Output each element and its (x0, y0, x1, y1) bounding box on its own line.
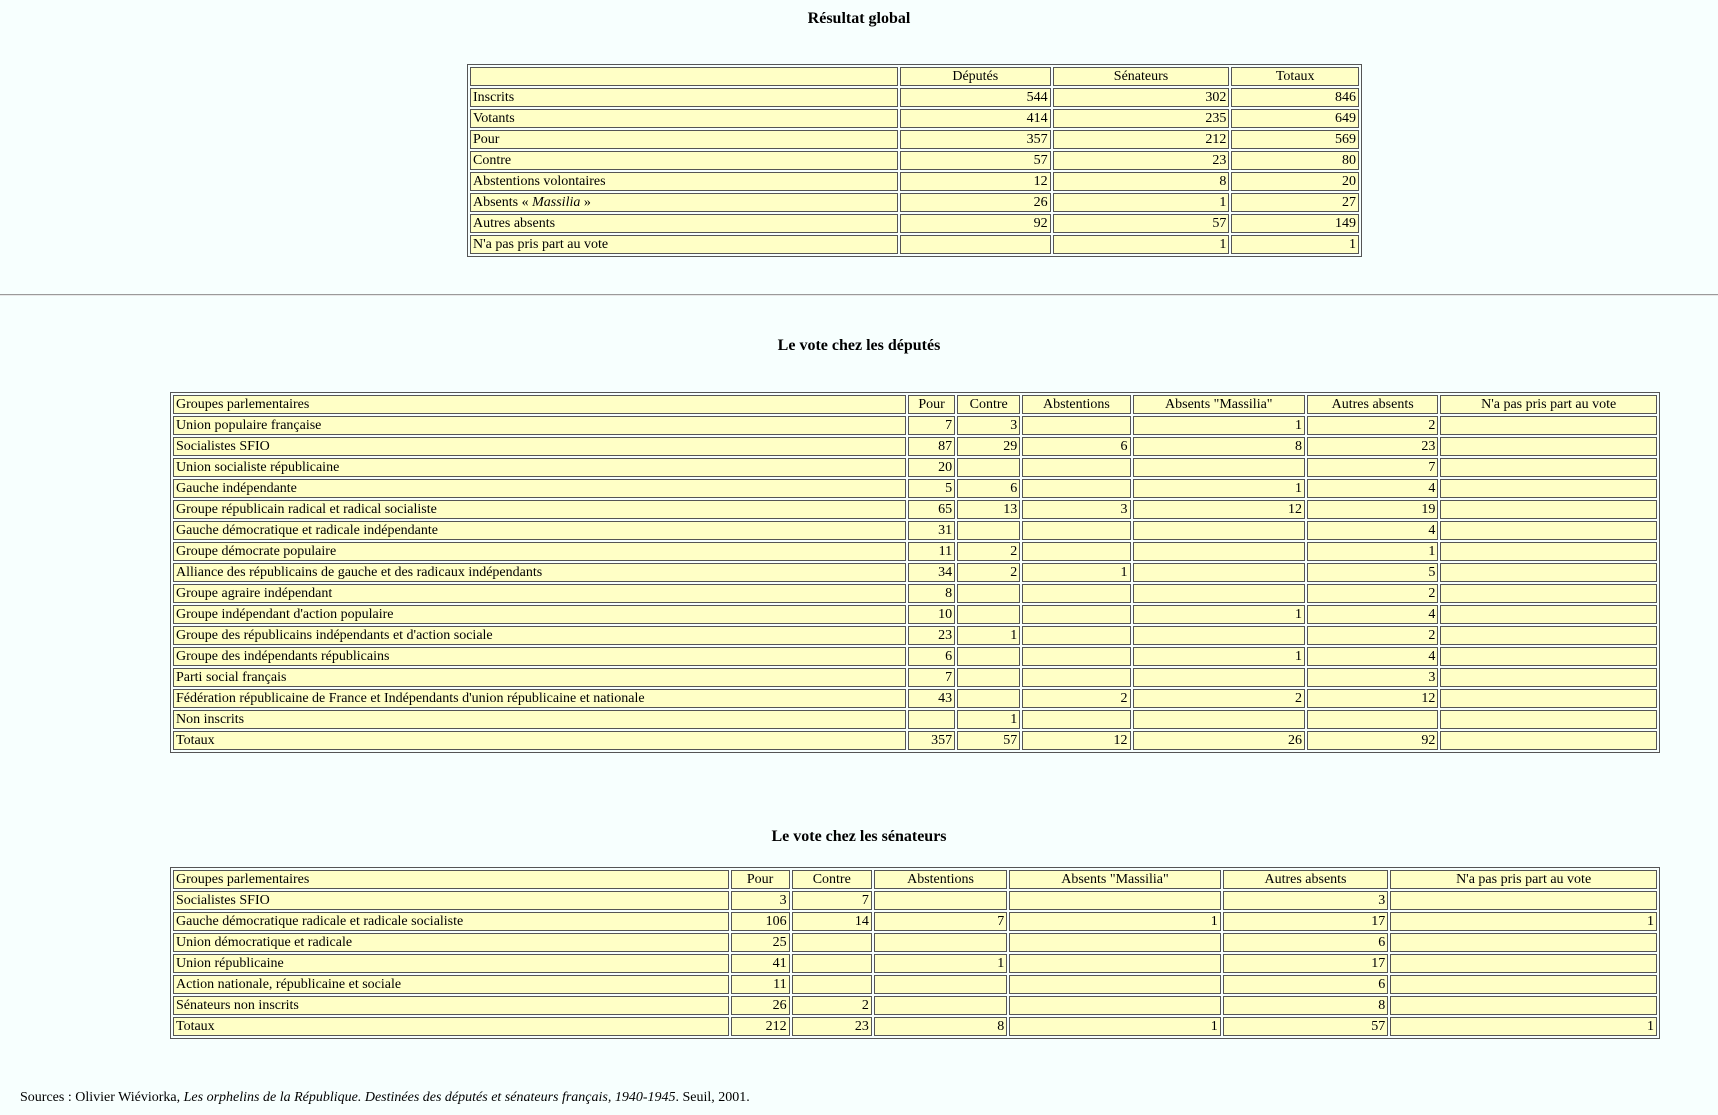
sources-suffix: . Seuil, 2001. (675, 1090, 750, 1105)
row-label: Gauche démocratique et radicale indépendante (173, 521, 906, 540)
row-label-part: Absents « (473, 195, 533, 210)
row-label: Inscrits (470, 88, 898, 107)
table-row (173, 416, 1657, 435)
table-cell: 2 (1022, 689, 1130, 708)
table-cell: 11 (731, 975, 790, 994)
table-row (470, 130, 1359, 149)
table-cell: 10 (908, 605, 955, 624)
table-cell (1022, 626, 1130, 645)
table-cell (1133, 563, 1305, 582)
row-label: Non inscrits (173, 710, 906, 729)
row-label: Union socialiste républicaine (173, 458, 906, 477)
row-label: Groupe indépendant d'action populaire (173, 605, 906, 624)
table-cell: 6 (1223, 975, 1388, 994)
table-cell: 357 (908, 731, 955, 750)
table-cell: 1 (874, 954, 1007, 973)
row-label: Union républicaine (173, 954, 729, 973)
row-label: Sénateurs non inscrits (173, 996, 729, 1015)
table-cell (957, 668, 1020, 687)
table-cell (957, 647, 1020, 666)
table-cell (792, 975, 872, 994)
table-cell: 12 (1022, 731, 1130, 750)
table-cell: 31 (908, 521, 955, 540)
table-cell: 11 (908, 542, 955, 561)
row-label: Contre (470, 151, 898, 170)
column-header: Absents "Massilia" (1009, 870, 1221, 889)
table-row (173, 458, 1657, 477)
row-label: Pour (470, 130, 898, 149)
table-cell (957, 689, 1020, 708)
table-cell (1009, 996, 1221, 1015)
table-cell: 7 (792, 891, 872, 910)
table-cell: 4 (1307, 605, 1438, 624)
table-cell: 34 (908, 563, 955, 582)
table-cell: 43 (908, 689, 955, 708)
row-label: Abstentions volontaires (470, 172, 898, 191)
table-cell (1440, 479, 1657, 498)
global-title: Résultat global (807, 10, 911, 27)
table-cell: 4 (1307, 647, 1438, 666)
table-cell (1022, 542, 1130, 561)
header-row (173, 870, 1657, 889)
table-cell: 5 (1307, 563, 1438, 582)
row-label: Groupe des indépendants républicains (173, 647, 906, 666)
table-cell: 1 (1133, 479, 1305, 498)
table-cell (1440, 605, 1657, 624)
table-cell: 23 (1053, 151, 1230, 170)
column-header: Abstentions (874, 870, 1007, 889)
table-cell: 87 (908, 437, 955, 456)
table-cell: 1 (1133, 416, 1305, 435)
table-cell (1390, 954, 1657, 973)
sources-book-title: Les orphelins de la République. Destinées des députés et sénateurs français, 1940-1945 (183, 1090, 676, 1105)
table-cell: 80 (1231, 151, 1359, 170)
table-cell (1307, 710, 1438, 729)
row-label: Socialistes SFIO (173, 891, 729, 910)
table-cell (1133, 626, 1305, 645)
table-cell: 6 (957, 479, 1020, 498)
table-cell: 3 (1022, 500, 1130, 519)
table-cell: 649 (1231, 109, 1359, 128)
header-row (173, 395, 1657, 414)
table-cell: 1 (1133, 605, 1305, 624)
table-row (173, 996, 1657, 1015)
table-cell (1440, 521, 1657, 540)
row-label-part: » (580, 195, 591, 210)
table-cell: 357 (900, 130, 1051, 149)
table-cell: 544 (900, 88, 1051, 107)
row-label: Votants (470, 109, 898, 128)
table-cell: 23 (908, 626, 955, 645)
column-header: Abstentions (1022, 395, 1130, 414)
table-cell: 26 (1133, 731, 1305, 750)
table-cell (1009, 891, 1221, 910)
row-label: Action nationale, républicaine et sociale (173, 975, 729, 994)
table-cell: 26 (900, 193, 1051, 212)
table-cell: 106 (731, 912, 790, 931)
row-label: Alliance des républicains de gauche et des radicaux indépendants (173, 563, 906, 582)
table-cell: 8 (1053, 172, 1230, 191)
table-cell: 7 (908, 416, 955, 435)
table-row (173, 437, 1657, 456)
table-cell: 1 (1231, 235, 1359, 254)
row-label: Groupe démocrate populaire (173, 542, 906, 561)
table-cell: 235 (1053, 109, 1230, 128)
table-row (173, 542, 1657, 561)
table-cell (1133, 458, 1305, 477)
table-cell: 6 (908, 647, 955, 666)
row-label: Union démocratique et radicale (173, 933, 729, 952)
table-cell: 302 (1053, 88, 1230, 107)
table-cell (874, 933, 1007, 952)
table-cell: 1 (1053, 235, 1230, 254)
table-cell: 7 (874, 912, 1007, 931)
column-header: N'a pas pris part au vote (1390, 870, 1657, 889)
table-row (173, 500, 1657, 519)
table-cell (1440, 689, 1657, 708)
senateurs-table (170, 867, 1660, 1039)
table-cell: 25 (731, 933, 790, 952)
row-label: Groupe agraire indépendant (173, 584, 906, 603)
table-cell (1009, 954, 1221, 973)
table-cell (900, 235, 1051, 254)
table-cell (1390, 975, 1657, 994)
table-cell (957, 521, 1020, 540)
column-header: Totaux (1231, 67, 1359, 86)
row-label: Fédération républicaine de France et Indépendants d'union républicaine et nationale (173, 689, 906, 708)
table-cell (957, 584, 1020, 603)
table-row (173, 584, 1657, 603)
row-label: Gauche indépendante (173, 479, 906, 498)
table-cell: 41 (731, 954, 790, 973)
table-cell (874, 996, 1007, 1015)
sources-note (20, 1090, 750, 1106)
global-table (467, 64, 1362, 257)
column-header: Autres absents (1223, 870, 1388, 889)
table-cell: 1 (1053, 193, 1230, 212)
table-cell: 3 (731, 891, 790, 910)
column-header: Groupes parlementaires (173, 395, 906, 414)
table-cell: 13 (957, 500, 1020, 519)
table-cell: 2 (1307, 416, 1438, 435)
table-cell: 26 (731, 996, 790, 1015)
column-header: Députés (900, 67, 1051, 86)
header-row (470, 67, 1359, 86)
row-label (470, 193, 898, 212)
table-cell (874, 975, 1007, 994)
sources-prefix: Sources : Olivier Wiéviorka, (20, 1090, 184, 1105)
table-cell (792, 954, 872, 973)
table-cell: 17 (1223, 912, 1388, 931)
table-cell: 7 (908, 668, 955, 687)
table-cell (1440, 542, 1657, 561)
table-row (470, 151, 1359, 170)
table-cell: 212 (1053, 130, 1230, 149)
row-label: Totaux (173, 731, 906, 750)
column-header: Contre (957, 395, 1020, 414)
column-header: Sénateurs (1053, 67, 1230, 86)
table-cell (1022, 668, 1130, 687)
table-cell: 7 (1307, 458, 1438, 477)
table-cell (1440, 626, 1657, 645)
table-cell (1440, 731, 1657, 750)
table-cell: 4 (1307, 479, 1438, 498)
table-row (470, 214, 1359, 233)
table-cell: 1 (1307, 542, 1438, 561)
table-cell (957, 458, 1020, 477)
table-row (173, 710, 1657, 729)
table-row (173, 605, 1657, 624)
table-cell: 1 (1009, 912, 1221, 931)
table-cell: 8 (874, 1017, 1007, 1036)
table-cell (1009, 975, 1221, 994)
table-row (470, 88, 1359, 107)
table-row (173, 479, 1657, 498)
deputes-title: Le vote chez les députés (777, 337, 941, 354)
table-cell: 23 (792, 1017, 872, 1036)
table-cell: 6 (1022, 437, 1130, 456)
table-cell: 12 (1133, 500, 1305, 519)
senateurs-title: Le vote chez les sénateurs (771, 828, 947, 845)
table-cell (1022, 416, 1130, 435)
table-row (470, 235, 1359, 254)
table-cell (874, 891, 1007, 910)
column-header: Pour (908, 395, 955, 414)
table-cell (1440, 563, 1657, 582)
table-cell: 20 (908, 458, 955, 477)
table-cell: 8 (908, 584, 955, 603)
table-cell: 1 (1133, 647, 1305, 666)
column-header: Autres absents (1307, 395, 1438, 414)
table-cell: 57 (1223, 1017, 1388, 1036)
table-cell: 20 (1231, 172, 1359, 191)
column-header: Groupes parlementaires (173, 870, 729, 889)
table-row (173, 891, 1657, 910)
table-row (173, 563, 1657, 582)
table-cell (1009, 933, 1221, 952)
table-cell (1022, 605, 1130, 624)
column-header: Absents "Massilia" (1133, 395, 1305, 414)
table-cell (1022, 479, 1130, 498)
table-cell (1440, 437, 1657, 456)
table-cell: 92 (1307, 731, 1438, 750)
column-header: Pour (731, 870, 790, 889)
row-label: Gauche démocratique radicale et radicale socialiste (173, 912, 729, 931)
table-cell: 14 (792, 912, 872, 931)
table-row (470, 109, 1359, 128)
table-row (470, 193, 1359, 212)
table-cell: 3 (1307, 668, 1438, 687)
table-cell: 4 (1307, 521, 1438, 540)
deputes-table (170, 392, 1660, 753)
row-label: N'a pas pris part au vote (470, 235, 898, 254)
column-header: Contre (792, 870, 872, 889)
table-row (173, 1017, 1657, 1036)
table-cell: 3 (957, 416, 1020, 435)
table-row (173, 954, 1657, 973)
table-row (173, 912, 1657, 931)
table-cell: 57 (957, 731, 1020, 750)
table-row (173, 668, 1657, 687)
table-cell: 1 (1009, 1017, 1221, 1036)
table-cell (1440, 416, 1657, 435)
table-cell: 414 (900, 109, 1051, 128)
table-cell: 2 (957, 563, 1020, 582)
table-cell: 3 (1223, 891, 1388, 910)
table-cell: 2 (1307, 584, 1438, 603)
table-cell: 2 (957, 542, 1020, 561)
table-cell: 12 (1307, 689, 1438, 708)
table-cell: 92 (900, 214, 1051, 233)
table-cell: 1 (1022, 563, 1130, 582)
section-divider (0, 294, 1718, 296)
table-cell (1022, 521, 1130, 540)
table-cell (1133, 668, 1305, 687)
table-cell: 29 (957, 437, 1020, 456)
table-cell (908, 710, 955, 729)
table-cell: 57 (900, 151, 1051, 170)
table-cell: 149 (1231, 214, 1359, 233)
table-cell (1133, 542, 1305, 561)
table-cell (1440, 647, 1657, 666)
row-label: Groupe des républicains indépendants et d'action sociale (173, 626, 906, 645)
table-cell: 27 (1231, 193, 1359, 212)
table-cell (1022, 458, 1130, 477)
table-row (173, 647, 1657, 666)
table-cell (1022, 647, 1130, 666)
table-cell: 1 (1390, 912, 1657, 931)
table-cell (1133, 710, 1305, 729)
table-cell: 12 (900, 172, 1051, 191)
row-label: Autres absents (470, 214, 898, 233)
table-cell (1390, 996, 1657, 1015)
table-cell: 1 (957, 710, 1020, 729)
row-label: Parti social français (173, 668, 906, 687)
table-cell: 19 (1307, 500, 1438, 519)
table-cell: 1 (957, 626, 1020, 645)
table-cell: 17 (1223, 954, 1388, 973)
table-row (173, 731, 1657, 750)
table-cell (792, 933, 872, 952)
row-label-italic: Massilia (532, 195, 581, 210)
table-cell: 2 (1133, 689, 1305, 708)
table-cell: 5 (908, 479, 955, 498)
column-header (470, 67, 898, 86)
table-cell (1440, 584, 1657, 603)
table-cell: 2 (792, 996, 872, 1015)
row-label: Totaux (173, 1017, 729, 1036)
table-cell (1390, 891, 1657, 910)
table-cell (1133, 584, 1305, 603)
table-cell: 846 (1231, 88, 1359, 107)
table-cell (1022, 584, 1130, 603)
row-label: Socialistes SFIO (173, 437, 906, 456)
table-row (173, 626, 1657, 645)
table-cell: 23 (1307, 437, 1438, 456)
table-cell: 1 (1390, 1017, 1657, 1036)
table-cell: 2 (1307, 626, 1438, 645)
table-cell (1133, 521, 1305, 540)
table-cell (1440, 710, 1657, 729)
table-cell (1440, 458, 1657, 477)
table-cell (1390, 933, 1657, 952)
table-cell (1440, 668, 1657, 687)
table-cell (957, 605, 1020, 624)
table-row (470, 172, 1359, 191)
table-row (173, 521, 1657, 540)
table-cell: 6 (1223, 933, 1388, 952)
row-label: Union populaire française (173, 416, 906, 435)
table-row (173, 975, 1657, 994)
table-cell: 65 (908, 500, 955, 519)
row-label: Groupe républicain radical et radical socialiste (173, 500, 906, 519)
table-cell: 57 (1053, 214, 1230, 233)
column-header: N'a pas pris part au vote (1440, 395, 1657, 414)
table-cell: 569 (1231, 130, 1359, 149)
table-cell: 8 (1133, 437, 1305, 456)
table-row (173, 689, 1657, 708)
table-cell: 212 (731, 1017, 790, 1036)
table-cell: 8 (1223, 996, 1388, 1015)
table-cell (1022, 710, 1130, 729)
table-cell (1440, 500, 1657, 519)
table-row (173, 933, 1657, 952)
